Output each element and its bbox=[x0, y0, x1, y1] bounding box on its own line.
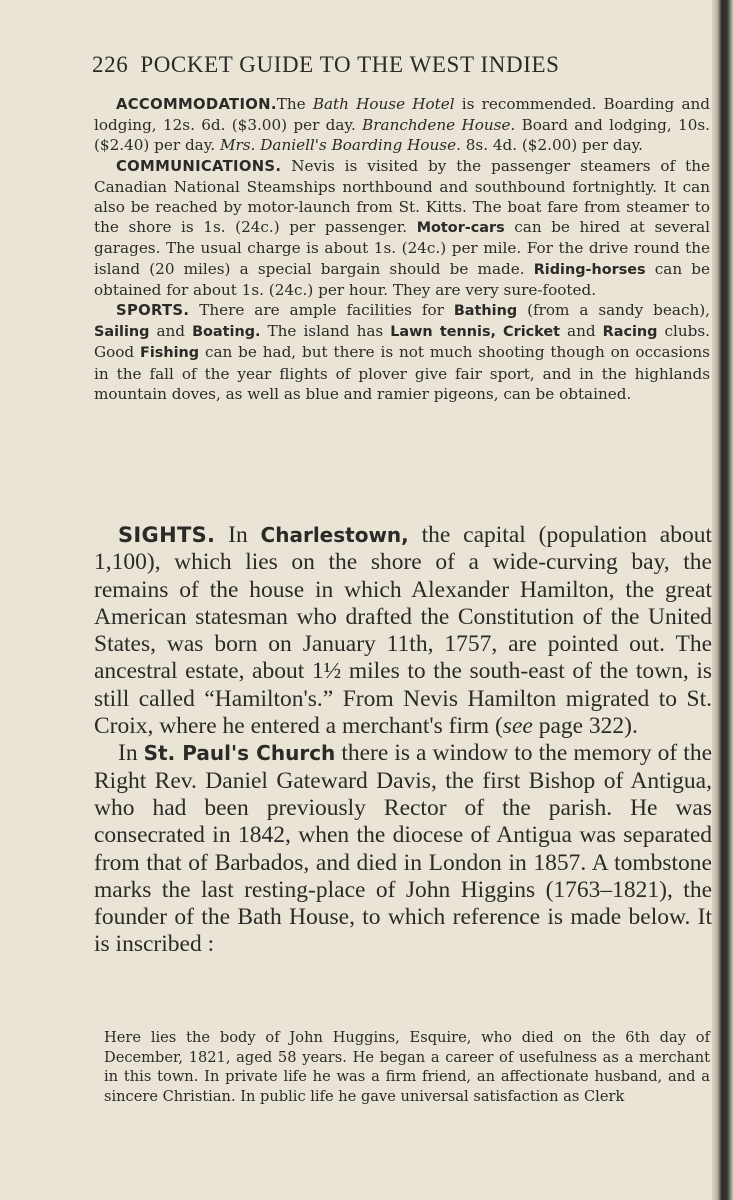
sports-paragraph: SPORTS. There are ample facilities for Bathing (from a sandy beach), Sailing and Boating. The island has Lawn tennis, Cricket and Racing clubs. Good Fishing can be had, but there is not much shooting though on occasions in the fall of the year flights of plover give fair sport, and in the highlands mountain doves, as well as blue and ramier pigeons, can be obtained. bbox=[94, 301, 711, 403]
keyword: St. Paul's Church bbox=[143, 741, 336, 766]
running-header bbox=[92, 52, 672, 78]
keyword: Sailing bbox=[94, 324, 150, 341]
hotel-name: Branchdene House. bbox=[362, 116, 516, 135]
communications-heading: COMMUNICATIONS. bbox=[116, 157, 282, 175]
keyword: Boating. bbox=[192, 324, 261, 341]
communications-paragraph: COMMUNICATIONS. Nevis is visited by the passenger steamers of the Canadian National Steamships northbound and southbound fortnightly. It can also be reached by motor-launch from St. Kitts. The boat fare from steamer to the shore is 1s. (24c.) per passenger. Motor-cars can be hired at several garages. The usual charge is about 1s. (24c.) per mile. For the drive round the island (20 miles) a special bargain should be made. Riding-horses can be obtained for about 1s. (24c.) per hour. They are very sure-footed. bbox=[94, 156, 711, 299]
accommodation-heading: ACCOMMODATION. bbox=[116, 96, 277, 113]
inscription-block bbox=[104, 1028, 710, 1106]
keyword: Fishing bbox=[140, 345, 200, 362]
inscription-text: Here lies the body of John Huggins, Esquire, who died on the 6th day of December, 1821, aged 58 years. He began a career of usefulness as a merchant in this town. In private life he was a firm friend, an affectionate husband, and a sincere Christian. In public life he gave universal satisfaction as Clerk bbox=[104, 1029, 710, 1105]
keyword: Cricket bbox=[503, 324, 560, 341]
sights-paragraph: SIGHTS. In Charlestown, the capital (population about 1,100), which lies on the shore of a wide-curving bay, the remains of the house in which Alexander Hamilton, the great American statesman who drafted the Constitution of the United States, was born on January 11th, 1757, are pointed out. The ancestral estate, about 1½ miles to the south-east of the town, is still called “Hamilton's.” From Nevis Hamilton migrated to St. Croix, where he entered a merchant's firm (see page 322). bbox=[94, 522, 713, 740]
keyword: Riding-horses bbox=[533, 261, 646, 278]
accommodation-paragraph: ACCOMMODATION.The Bath House Hotel is recommended. Boarding and lodging, 12s. 6d. ($3.00) per day. Branchdene House. Board and lodging, 10s. ($2.40) per day. Mrs. Daniell's Boarding House. 8s. 4d. ($2.00) per day. bbox=[94, 95, 710, 155]
binding-gutter bbox=[712, 0, 734, 1200]
practical-info-section bbox=[94, 94, 710, 404]
keyword: Bathing bbox=[453, 303, 518, 320]
keyword: Charlestown, bbox=[260, 523, 409, 547]
sights-section bbox=[94, 522, 712, 959]
keyword: Racing bbox=[602, 324, 658, 341]
running-title: POCKET GUIDE TO THE WEST INDIES bbox=[140, 52, 560, 77]
sports-heading: SPORTS. bbox=[116, 302, 190, 320]
keyword: Motor-cars bbox=[416, 220, 505, 237]
page-number: 226 bbox=[92, 52, 129, 77]
keyword: Lawn tennis, bbox=[390, 324, 496, 341]
church-paragraph: In St. Paul's Church there is a window to the memory of the Right Rev. Daniel Gateward Davis, the first Bishop of Antigua, who had been previously Rector of the parish. He was consecrated in 1842, when the diocese of Antigua was separated from that of Barbados, and died in London in 1857. A tombstone marks the last resting-place of John Higgins (1763–1821), the founder of the Bath House, to which reference is made below. It is inscribed : bbox=[94, 740, 713, 958]
sights-heading: SIGHTS. bbox=[118, 523, 216, 547]
hotel-name: Bath House Hotel bbox=[312, 95, 455, 113]
see-reference: see bbox=[502, 713, 533, 740]
hotel-name: Mrs. Daniell's Boarding House. bbox=[219, 136, 461, 155]
